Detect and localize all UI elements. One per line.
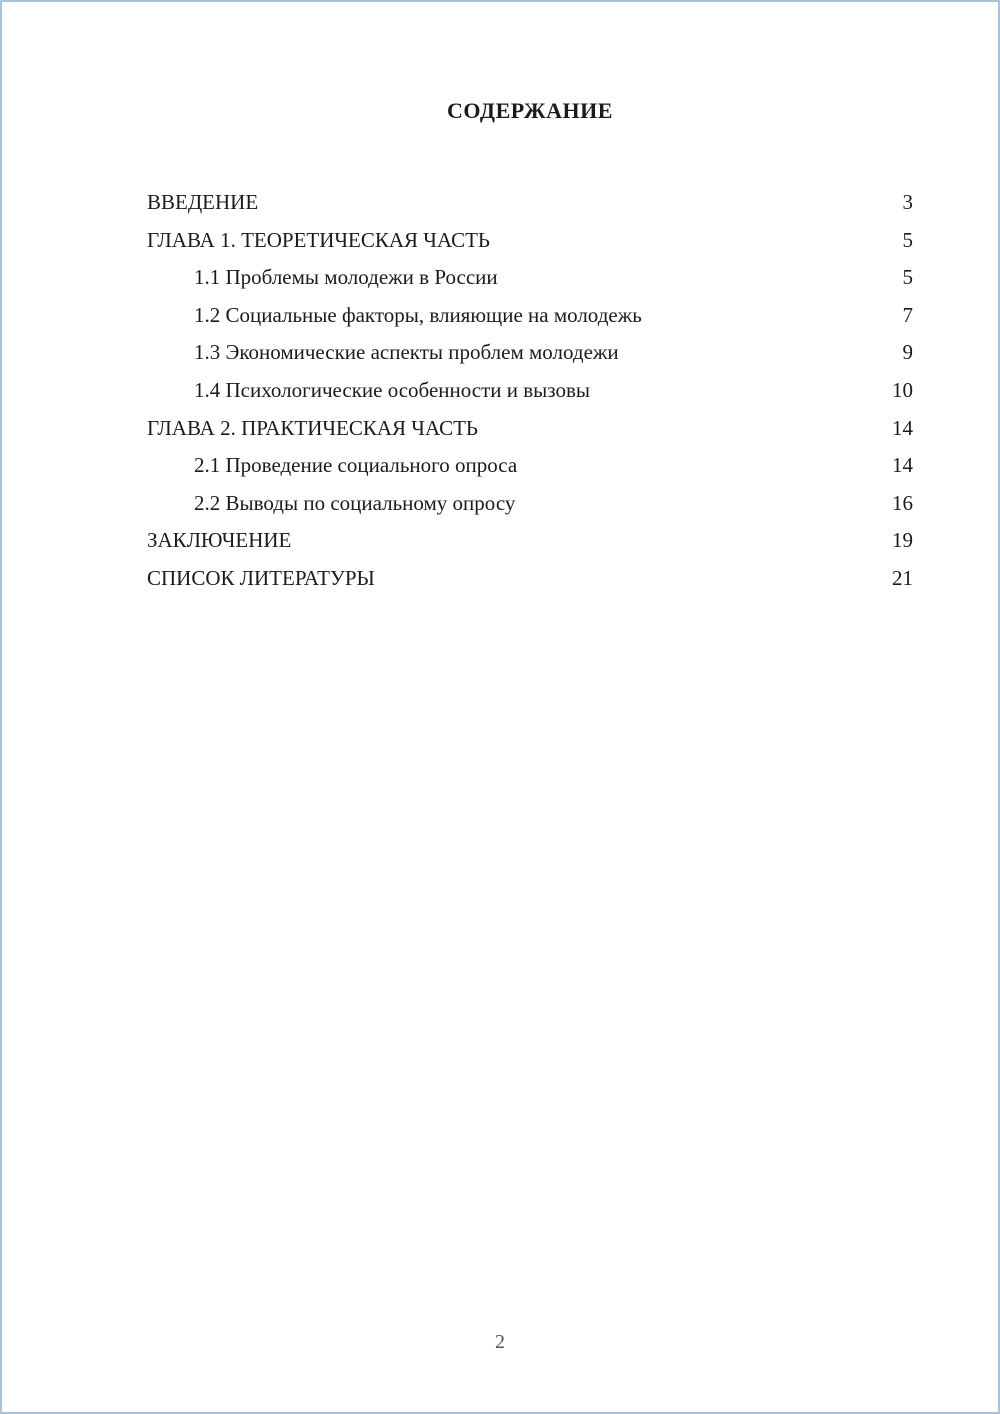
toc-entry-label: ВВЕДЕНИЕ — [147, 190, 259, 214]
table-of-contents — [147, 184, 913, 598]
toc-entry — [147, 297, 913, 335]
toc-entry-label: ГЛАВА 1. ТЕОРЕТИЧЕСКАЯ ЧАСТЬ — [147, 227, 490, 252]
toc-entry — [147, 259, 913, 297]
toc-entry-label: 1.1 Проблемы молодежи в России — [194, 265, 498, 290]
page-content — [147, 98, 913, 598]
toc-entry — [147, 410, 913, 448]
toc-entry-label: ГЛАВА 2. ПРАКТИЧЕСКАЯ ЧАСТЬ — [147, 415, 478, 440]
toc-entry-page-number: 5 — [902, 265, 913, 290]
toc-entry-page-number: 3 — [902, 190, 913, 214]
toc-entry — [147, 184, 913, 222]
toc-entry — [147, 334, 913, 372]
toc-entry — [147, 522, 913, 560]
toc-entry — [147, 222, 913, 260]
toc-entry-page-number: 14 — [892, 453, 913, 478]
toc-entry-label: 2.2 Выводы по социальному опросу — [194, 490, 516, 515]
toc-entry-page-number: 7 — [902, 302, 913, 327]
page-title: СОДЕРЖАНИЕ — [447, 98, 613, 123]
toc-entry-page-number: 21 — [892, 565, 913, 590]
footer-page-number: 2 — [495, 1331, 505, 1353]
toc-entry-page-number: 5 — [902, 227, 913, 252]
toc-entry-label: СПИСОК ЛИТЕРАТУРЫ — [147, 565, 375, 590]
toc-entry-label: 1.2 Социальные факторы, влияющие на молодежь — [194, 302, 642, 327]
toc-entry-label: ЗАКЛЮЧЕНИЕ — [147, 528, 292, 553]
toc-entry — [147, 447, 913, 485]
toc-entry-page-number: 14 — [892, 415, 913, 440]
toc-entry-page-number: 16 — [892, 490, 913, 515]
toc-entry-label: 1.3 Экономические аспекты проблем молодежи — [194, 340, 619, 365]
toc-entry-label: 2.1 Проведение социального опроса — [194, 453, 518, 478]
toc-entry — [147, 372, 913, 410]
toc-entry-page-number: 19 — [892, 528, 913, 553]
toc-entry — [147, 560, 913, 598]
toc-entry-page-number: 10 — [892, 377, 913, 402]
toc-entry-page-number: 9 — [902, 340, 913, 365]
toc-entry-label: 1.4 Психологические особенности и вызовы — [194, 377, 590, 402]
toc-entry — [147, 485, 913, 523]
